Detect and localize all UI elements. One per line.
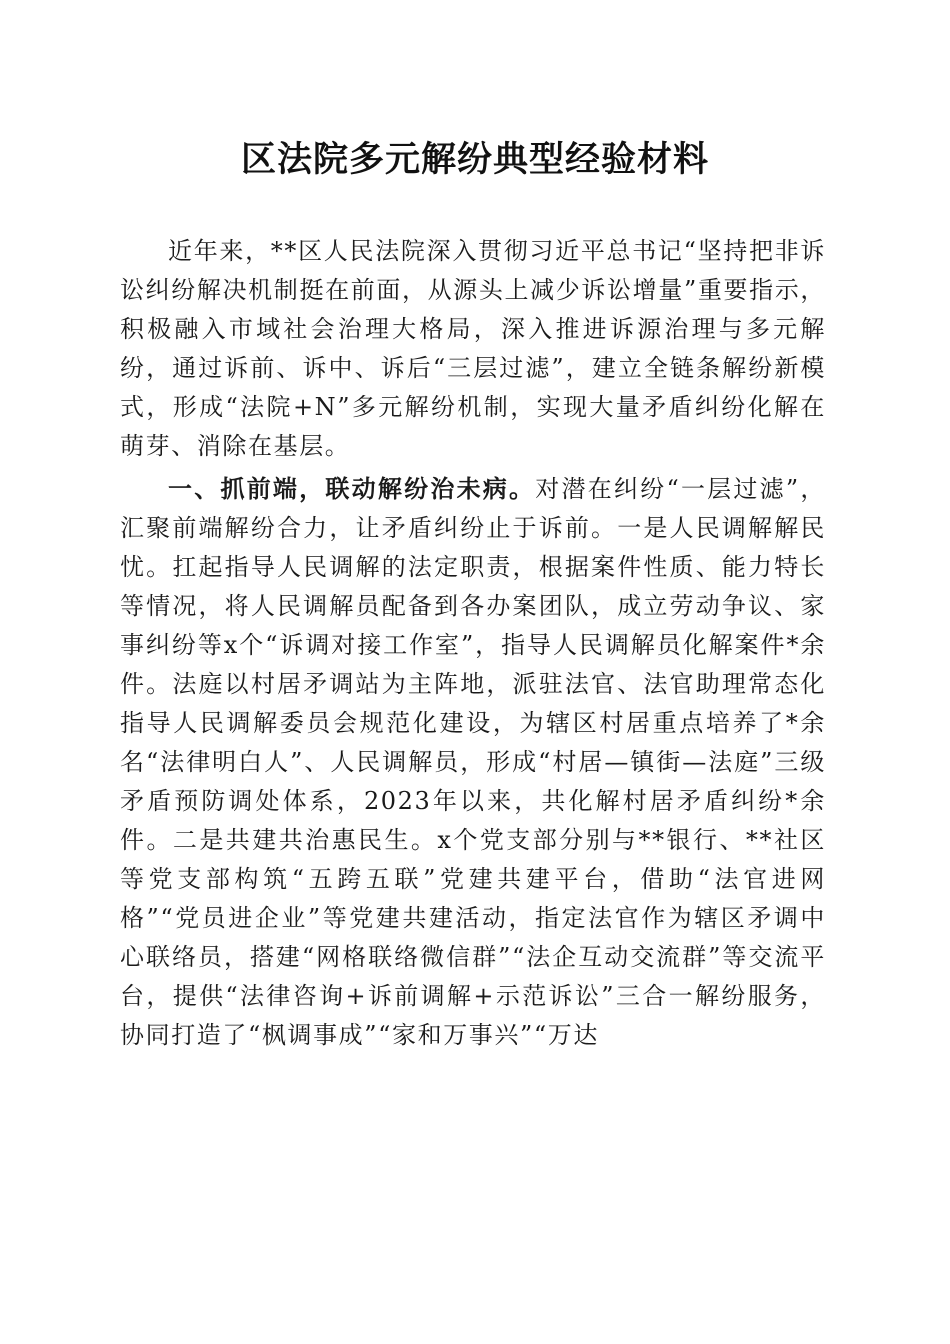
section-one-paragraph bbox=[120, 469, 826, 1055]
intro-paragraph: 近年来，**区人民法院深入贯彻习近平总书记“坚持把非诉讼纠纷解决机制挺在前面，从源头上减少诉讼增量”重要指示，积极融入市域社会治理大格局，深入推进诉源治理与多元解纷，通过诉前、诉中、诉后“三层过滤”，建立全链条解纷新模式，形成“法院+N”多元解纷机制，实现大量矛盾纠纷化解在萌芽、消除在基层。 bbox=[120, 237, 826, 460]
document-title: 区法院多元解纷典型经验材料 bbox=[240, 139, 709, 180]
section-one-heading: 一、抓前端，联动解纷治未病。 bbox=[168, 474, 536, 503]
document-body bbox=[120, 232, 826, 1058]
section-one-body: 对潜在纠纷“一层过滤”，汇聚前端解纷合力，让矛盾纠纷止于诉前。一是人民调解解民忧。扛起指导人民调解的法定职责，根据案件性质、能力特长等情况，将人民调解员配备到各办案团队，成立劳动争议、家事纠纷等x个“诉调对接工作室”，指导人民调解员化解案件*余件。法庭以村居矛调站为主阵地，派驻法官、法官助理常态化指导人民调解委员会规范化建设，为辖区村居重点培养了*余名“法律明白人”、人民调解员，形成“村居—镇街—法庭”三级矛盾预防调处体系，2023年以来，共化解村居矛盾纠纷*余件。二是共建共治惠民生。x个党支部分别与**银行、**社区等党支部构筑“五跨五联”党建共建平台，借助“法官进网格”“党员进企业”等党建共建活动，指定法官作为辖区矛调中心联络员，搭建“网格联络微信群”“法企互动交流群”等交流平台，提供“法律咨询+诉前调解+示范诉讼”三合一解纷服务，协同打造了“枫调事成”“家和万事兴”“万达 bbox=[120, 475, 826, 1049]
